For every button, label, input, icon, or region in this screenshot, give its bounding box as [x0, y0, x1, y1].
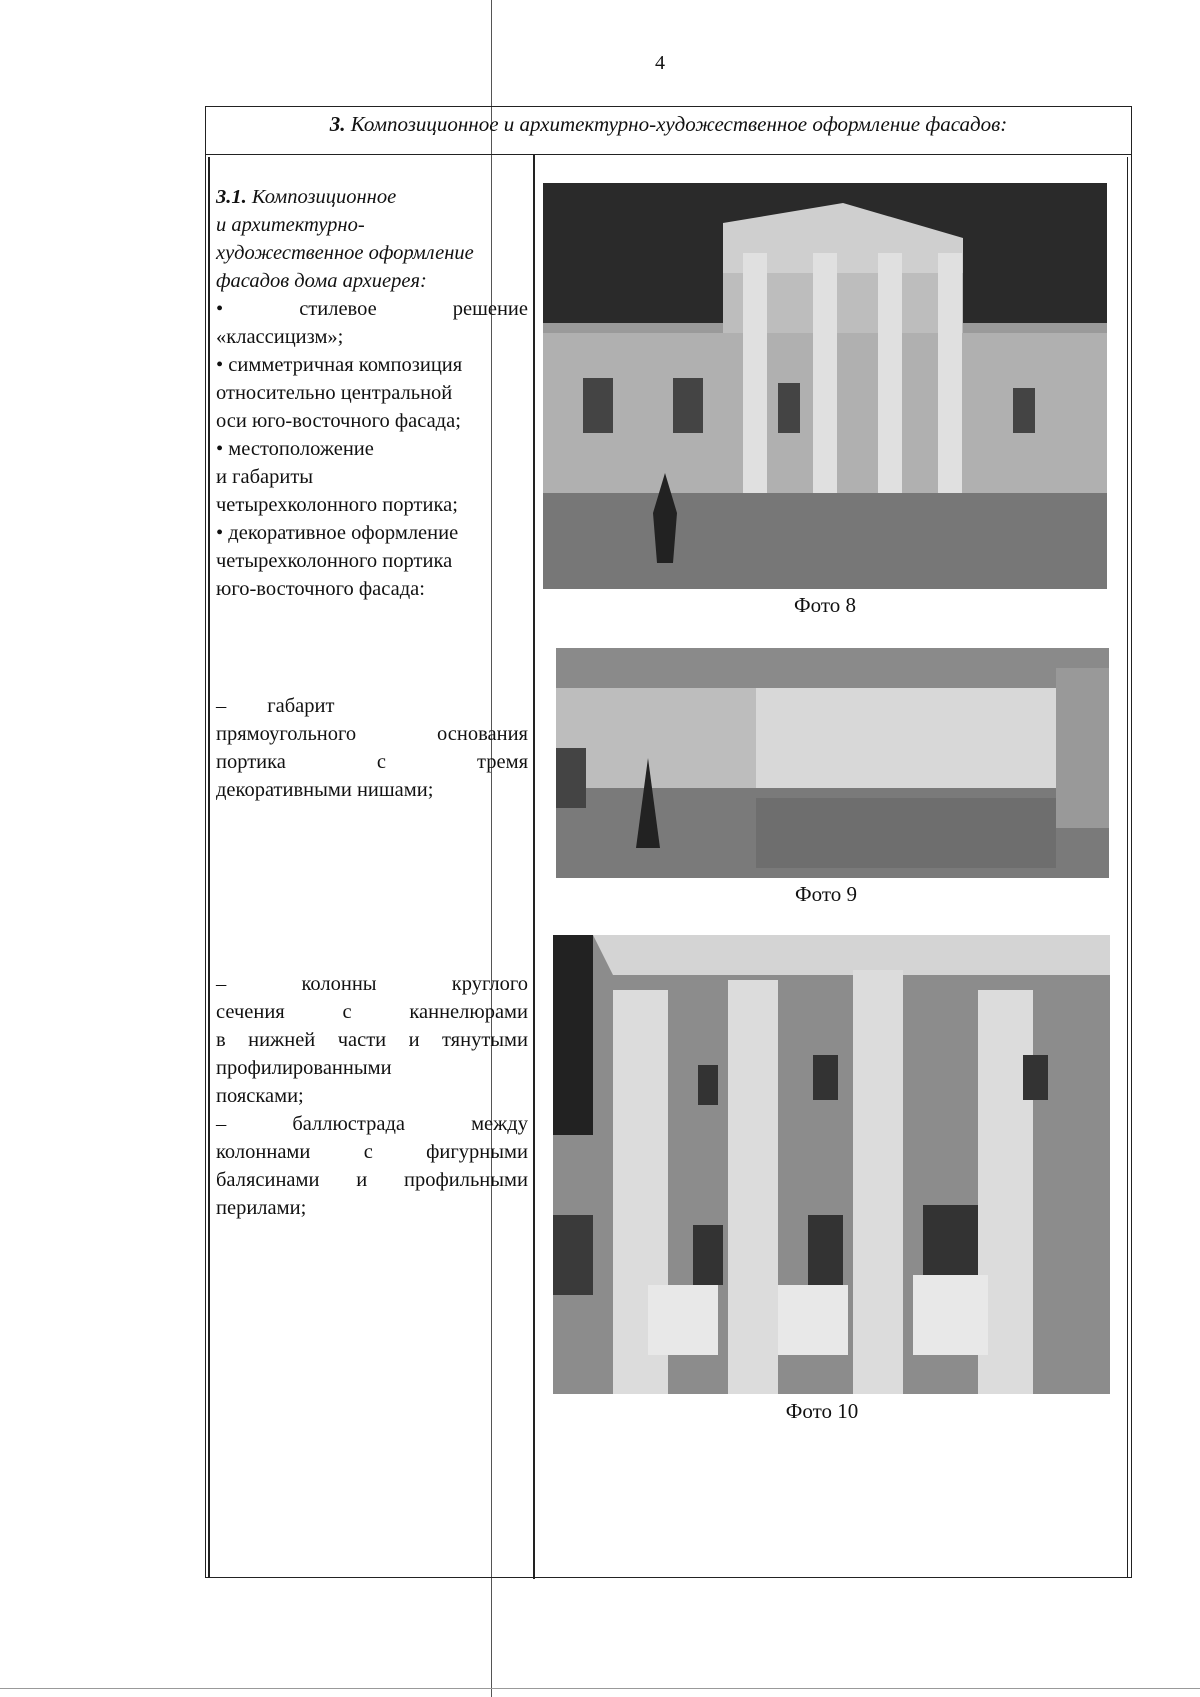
bullet-4-line-3: юго-восточного фасада: — [216, 578, 425, 600]
photo-10-image — [553, 935, 1110, 1394]
dash-3-line-3: балясинами и профильными — [216, 1169, 528, 1191]
section-title: Композиционное и архитектурно-художественное оформление фасадов: — [350, 112, 1008, 136]
bullet-3-line-1: • местоположение — [216, 438, 374, 460]
bullet-2-line-1: • симметричная композиция — [216, 354, 463, 376]
section-number: 3. — [329, 112, 346, 136]
photo-10-caption: Фото 10 — [785, 1399, 859, 1423]
photo-8-caption: Фото 8 — [794, 593, 856, 617]
column-divider — [533, 155, 535, 1579]
photo-9-image — [556, 648, 1109, 878]
bottom-scan-edge — [0, 1688, 1200, 1689]
dash-item-2 — [216, 970, 528, 1222]
subsection-title-line-1: 3.1. Композиционное — [216, 186, 397, 208]
photo-8-image — [543, 183, 1107, 589]
dash-1-line-4: декоративными нишами; — [216, 779, 434, 801]
subsection-title-line-3: художественное оформление — [216, 242, 474, 264]
dash-2-line-1: – колонны круглого — [216, 973, 528, 995]
table-border-left — [208, 157, 210, 1577]
dash-3-line-4: перилами; — [216, 1197, 307, 1219]
dash-3-line-2: колоннами с фигурными — [216, 1141, 528, 1163]
photo-9-caption: Фото 9 — [795, 882, 857, 906]
dash-2-line-5: поясками; — [216, 1085, 304, 1107]
subsection-title-line-2: и архитектурно- — [216, 214, 365, 236]
table-border-right — [1127, 157, 1129, 1577]
bullet-4-line-1: • декоративное оформление — [216, 522, 459, 544]
bullet-2-line-3: оси юго-восточного фасада; — [216, 410, 461, 432]
dash-1-line-1: – габарит — [216, 695, 335, 717]
subsection-title-line-4: фасадов дома архиерея: — [216, 270, 427, 292]
dash-1-line-2: прямоугольного основания — [216, 723, 528, 745]
bullet-1-line-2: «классицизм»; — [216, 326, 344, 348]
dash-1-line-3: портика с тремя — [216, 751, 528, 773]
bullet-2-line-2: относительно центральной — [216, 382, 453, 404]
section-header — [206, 107, 1131, 155]
content-table — [205, 106, 1132, 1578]
dash-item-1 — [216, 692, 528, 804]
bullet-4-line-2: четырехколонного портика — [216, 550, 453, 572]
dash-2-line-4: профилированными — [216, 1057, 392, 1079]
page-number: 4 — [655, 52, 665, 74]
dash-2-line-2: сечения с каннелюрами — [216, 1001, 528, 1023]
bullet-3-line-2: и габариты — [216, 466, 314, 488]
dash-2-line-3: в нижней части и тянутыми — [216, 1029, 528, 1051]
bullet-3-line-3: четырехколонного портика; — [216, 494, 458, 516]
dash-3-line-1: – баллюстрада между — [216, 1113, 528, 1135]
subsection-block — [216, 183, 528, 603]
bullet-1-line-1: • стилевое решение — [216, 298, 528, 320]
